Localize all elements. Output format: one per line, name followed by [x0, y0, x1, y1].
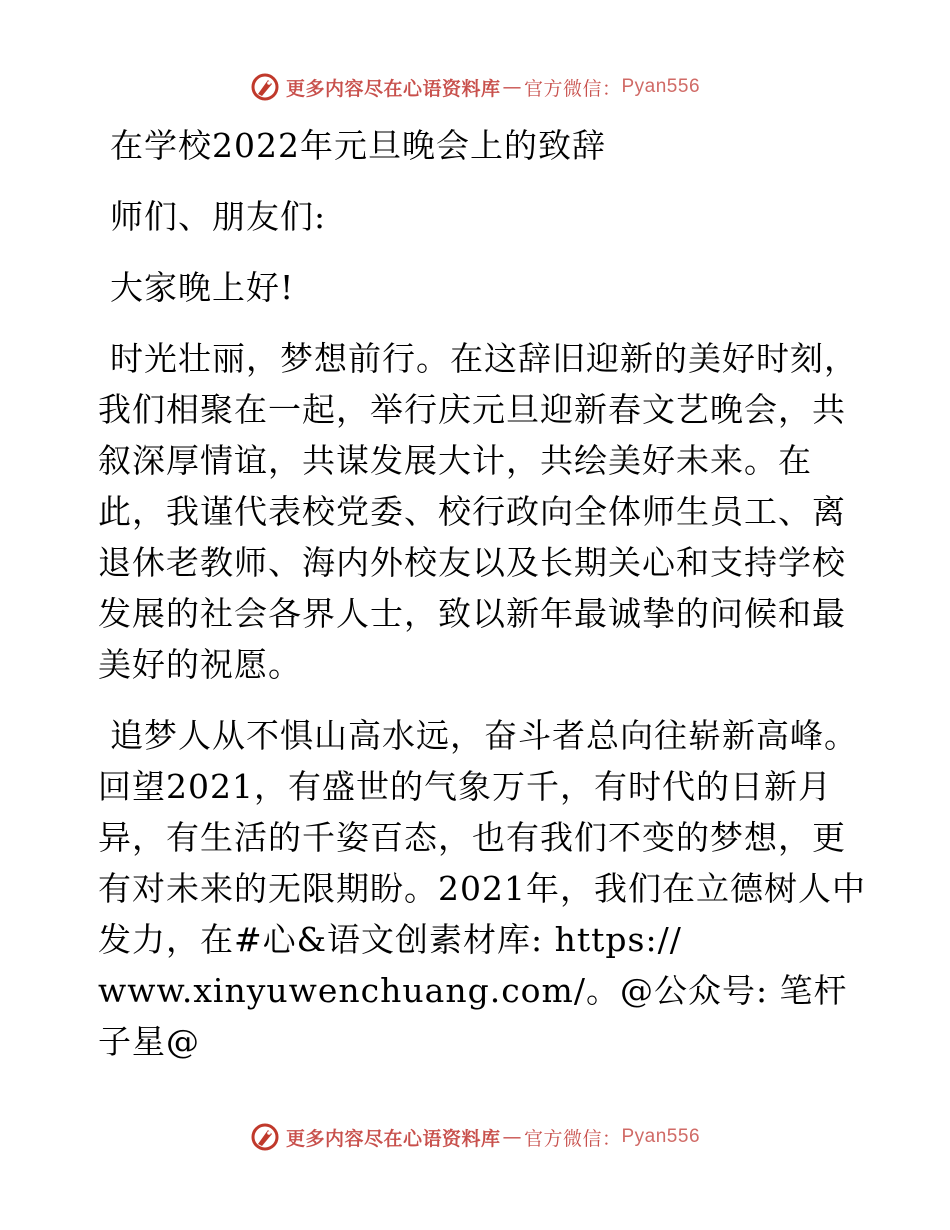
banner-wechat-id: Pyan556 — [621, 76, 701, 97]
banner-main-text: 更多内容尽在心语资料库 — [285, 77, 501, 100]
banner-wechat-id: Pyan556 — [621, 1126, 701, 1147]
paragraph-2 — [98, 710, 868, 1067]
document-greeting: 师们、朋友们: — [110, 197, 327, 236]
header-watermark-banner — [0, 72, 950, 102]
document-salutation: 大家晚上好! — [110, 268, 295, 307]
paragraph-1: 时光壮丽，梦想前行。在这辞旧迎新的美好时刻，我们相聚在一起，举行庆元旦迎新春文艺晚会，共叙深厚情谊，共谋发展大计，共绘美好未来。在此，我谨代表校党委、校行政向全体师生员工、离退休老教师、海内外校友以及长期关心和支持学校发展的社会各界人士，致以新年最诚挚的问候和最美好的祝愿。 — [98, 339, 858, 684]
pen-nib-circle-icon — [250, 1122, 280, 1152]
document-body — [98, 120, 868, 1087]
banner-wechat-label: 官方微信： — [523, 1127, 622, 1150]
paragraph-2-lead: 追梦人从不惧山高水远，奋斗者总向往崭新高峰。回望2021，有盛世的气象万千，有时代的日新月异，有生活的千姿百态，也有我们不变的梦想，更有对未来的无限期盼。2021年，我们在立德树人中发力，在#心&语文创素材库: https:// — [98, 716, 866, 959]
banner-wechat-label: 官方微信： — [523, 77, 622, 100]
paragraph-2-url: www.xinyuwenchuang.com/。@公众号: 笔杆子星@ — [98, 971, 848, 1061]
banner-main-text: 更多内容尽在心语资料库 — [285, 1127, 501, 1150]
banner-dash: — — [502, 1126, 522, 1148]
footer-watermark-banner — [0, 1122, 950, 1152]
document-title: 在学校2022年元旦晚会上的致辞 — [110, 126, 606, 165]
pen-nib-circle-icon — [250, 72, 280, 102]
banner-dash: — — [502, 76, 522, 98]
